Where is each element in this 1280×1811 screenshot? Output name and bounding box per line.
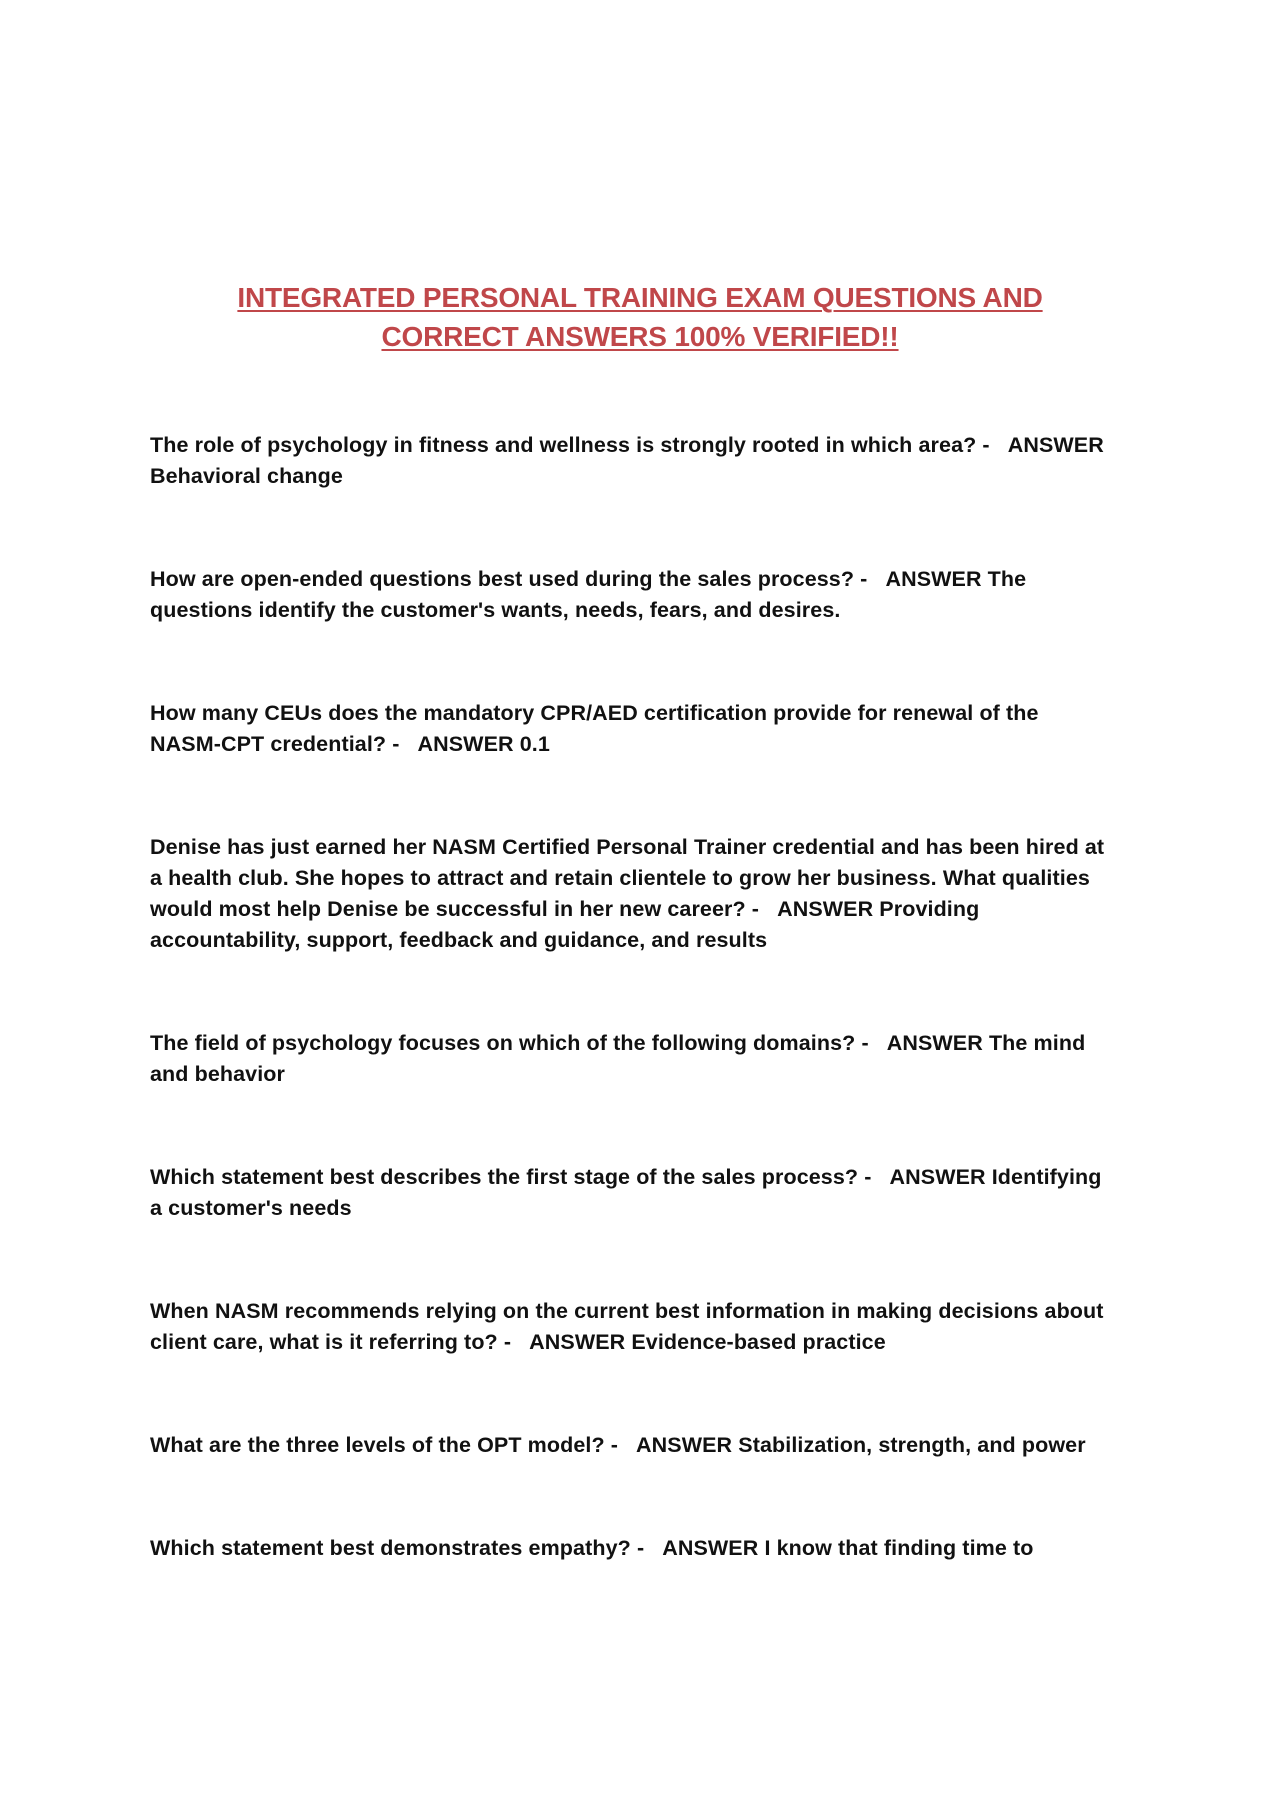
qa-item-1 <box>150 430 1115 492</box>
title-line-2: CORRECT ANSWERS 100% VERIFIED!! <box>381 321 899 352</box>
question-text: The field of psychology focuses on which of the following domains? - <box>150 1031 869 1055</box>
qa-item-3 <box>150 698 1115 760</box>
answer-text: ANSWER Identifying a customer's needs <box>150 1165 1102 1220</box>
answer-text: ANSWER I know that finding time to <box>662 1536 1034 1560</box>
document-title <box>150 278 1130 356</box>
question-text: How are open-ended questions best used during the sales process? - <box>150 567 868 591</box>
question-text: What are the three levels of the OPT model? - <box>150 1433 619 1457</box>
qa-item-2 <box>150 564 1115 626</box>
qa-item-7 <box>150 1296 1115 1358</box>
question-text: Denise has just earned her NASM Certified Personal Trainer credential and has been hired at a health club. She hopes to attract and retain clientele to grow her business. What qualities would most help Denise be successful in her new career? - <box>150 835 1105 921</box>
qa-item-5 <box>150 1028 1115 1090</box>
answer-text: ANSWER Providing accountability, support, feedback and guidance, and results <box>150 897 980 952</box>
qa-item-6 <box>150 1162 1115 1224</box>
qa-item-9 <box>150 1533 1115 1564</box>
answer-text: ANSWER Evidence-based practice <box>529 1330 886 1354</box>
question-text: How many CEUs does the mandatory CPR/AED certification provide for renewal of the NASM-CPT credential? - <box>150 701 1039 756</box>
answer-text: ANSWER 0.1 <box>417 732 550 756</box>
answer-text: ANSWER The questions identify the customer's wants, needs, fears, and desires. <box>150 567 1027 622</box>
answer-text: ANSWER The mind and behavior <box>150 1031 1086 1086</box>
qa-list <box>150 430 1115 1636</box>
qa-item-4 <box>150 832 1115 956</box>
title-line-1: INTEGRATED PERSONAL TRAINING EXAM QUESTIONS AND <box>237 282 1043 313</box>
question-text: The role of psychology in fitness and wellness is strongly rooted in which area? - <box>150 433 990 457</box>
answer-text: ANSWER Stabilization, strength, and power <box>636 1433 1086 1457</box>
question-text: Which statement best describes the first stage of the sales process? - <box>150 1165 872 1189</box>
question-text: When NASM recommends relying on the current best information in making decisions about client care, what is it referring to? - <box>150 1299 1104 1354</box>
answer-text: ANSWER Behavioral change <box>150 433 1104 488</box>
question-text: Which statement best demonstrates empathy? - <box>150 1536 645 1560</box>
qa-item-8 <box>150 1430 1115 1461</box>
